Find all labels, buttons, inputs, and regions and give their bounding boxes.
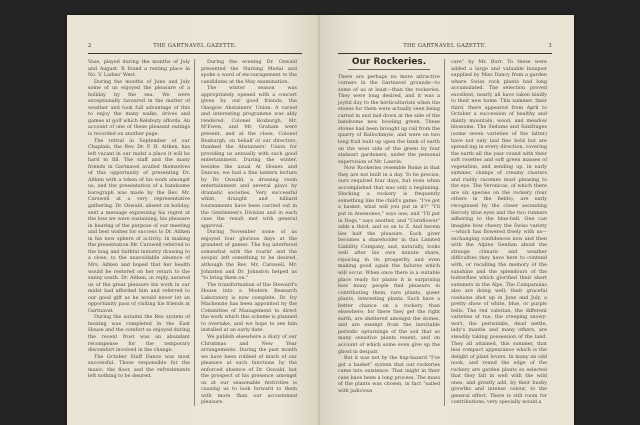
article-title: Our Rockeries. xyxy=(351,57,427,67)
running-title: THE GARTNAVEL GAZETTE. xyxy=(153,43,237,49)
right-page-header xyxy=(338,41,552,54)
paragraph: During the months of June and July some of us enjoyed the pleasure of a holiday by the sea. We were exceptionally favoured in the matter of weather and took full advantage of this to enjoy the many walks, drives and games at golf which Kelsbury affords. An account of one of these pleasant outings is recorded on another page. xyxy=(88,78,190,138)
paragraph: care" by Mr. Barr. To these were added a large and valuable bouquet supplied by Miss Dancy from a garden where Swiss rock plants had long accumulated. The selection proved excellent; nearly all have taken kindly to their new home. This summer, their third, there appeared from April to October a succession of healthy and dainty mountain, wood, and meadow blossoms. The Sedums and Saxifrages (some seven varieties of the latter) have not only laid fine hold but are spread-ing in every direction, covering the earth all the year round with their soft rosettes and soft green masses of vegetation, and sending up, in early summer, clumps of creamy clusters and ruddy racemes most pleasing to the eye. The Veronicas, of which there are six species on the rockery (four others in the fields), are early recognised by the closer ascending fiercely blue eyes and the two runners adhering to the blue-bell. One can imagine how cheery the Swiss variety—which has flowered freely with us—exchanging confidences now and then with the Alpine Gentian about the strange climatic and weather difficulties they have here to contend with, or recalling the memory of the sunshine and the splendours of the butterflies which glorified their short summers in the Alps. The Campanulas also are doing well; their graceful cushions shot up in June and July, a pretty show of white, blue, or purple bells. The red valerian, the different varieties of rue, the creeping snowy-wort, the periwinkle, dead nettle, lady's mantle and many others, are steadily taking possession of the land. They all attained, this summer, that less compact appearance which is the delight of plant lovers. In many an odd nook, and round the edge of the rockery are garden plants so selected that they fall in well with the wild ones, and greatly add, by their bushy growths and intense colour, to the general effect. There is still room for contributions; very specially would a xyxy=(451,59,547,406)
paragraph: We publish elsewhere a diary of our Christmas and New Year arrangements. During the past month we have been robbed of much of our pleasure at such functions by the enforced absence of Dr. Oswald, but the prospect of his presence amongst us at our seasonable festivities is causing us to look forward to them with more than our accustomed pleasure. xyxy=(201,333,297,406)
paragraph: During the autumn the Rex system of heating was completed in the East House and the comfort so enjoyed during the recent frost was an abundant recompense for the temporary discomfort involved in the change. xyxy=(88,314,190,354)
paragraph: During November some of us enjoyed four glorious days at the grandest of games. The fog interfered somewhat with the roarin' and the soopin' left something to be desired, although the Rev. Mr. Carswell, Mr. Johnston and Dr. Johnston helped us "to bring them on." xyxy=(201,229,297,282)
paragraph: The retiral in September of our Chaplain, the Rev. Dr. P. H. Aitken, has left vacant in our midst a place it will be hard to fill. The staff and the many friends in Gartnavel availed themselves of this opportunity of presenting Dr. Aitken with a token of his work amongst us, and the presentation of a handsome barograph was made by the Rev. Mr. Carswell at a very representative gathering. Dr. Oswald, absent on holiday, sent a message expressing his regret at the loss we were sustaining, his pleasure in hearing of the purpose of our meeting and best wishes for success to Dr. Aitken in his new sphere of activity. In making the presentation Mr. Carswell referred to the long and faithful ministry drawing to a close, to the unavoidable absence of Mrs. Aitken and hoped that her health would be restored on her return to the sunny south. Dr. Aitken, in reply, assured us of the great pleasure his work in our midst had afforded him and referred to our good gift as he would never let an opportunity pass of visiting his friends at Gartnavel. xyxy=(88,137,190,314)
paragraph: Now Rockeries resemble Rome in that they are not built in a day. To be precise, ours required four days, but even when accomplished that was only a beginning. Stocking a rockery is frequently something like the child's game: "I've got a basket, what will you put in it?" "I'll put in Anemones," says one; and "I'll put in Dogs," says another, and "Cornflower" adds a third, and so on to Z. And herein lies half the pleasure. Each giver becomes a shareholder in this Limited Liability Company, and, naturally, looks well after his own minute share, rejoicing in its prosperity and even making good again the failures which will occur. When once there is a suitable place ready for plants it is surprising how many people find pleasure in contributing them, rare plants, queer plants, interesting plants. Such have a better chance on a rockery than elsewhere; for there they get the right earth, are sheltered amongst the stones, and are exempt from the inevitable periodic upturnings of the soil that so many sensitive plants resent, and on account of which some even give up the ghost in despair. xyxy=(338,165,440,355)
left-column-1 xyxy=(88,59,190,380)
running-title: THE GARTNAVEL GAZETTE. xyxy=(403,43,487,49)
paragraph: During the evening Dr. Oswald presented the Nursing Medal and spoke a word of encouragement to the candidates at the May examination. xyxy=(201,59,297,85)
page-number: 2 xyxy=(88,43,92,49)
left-page-header xyxy=(88,41,302,54)
right-column-1 xyxy=(338,59,440,394)
paragraph: Vase, played during the months of July and August. It found a resting place in No. V. Ladies' West. xyxy=(88,59,190,79)
right-page xyxy=(320,15,574,425)
title-rule xyxy=(348,69,430,70)
paragraph: The October Staff Dance was most successful. Those responsible for the music, the floor, and the refreshments left nothing to be desired. xyxy=(88,353,190,380)
page-number: 3 xyxy=(548,43,552,49)
paragraph: The transformation of the Steward's House into a Modern Research Laboratory is now complete. Dr. Ivy Mackenzie has been appointed by the Committee of Management to direct the work which this scheme is planned to overtake, and we hope to see him installed at an early date. xyxy=(201,281,297,334)
right-column-2 xyxy=(444,59,547,406)
left-column-2 xyxy=(194,59,297,406)
magazine-spread xyxy=(67,15,574,425)
left-page xyxy=(67,15,320,425)
paragraph: The winter season was appropriately opened with a concert given by our good friends, the Glasgow Abstainers' Union. A varied and interesting programme was ably rendered. Colonel Roxburgh, Mr. M'Ewen, and Mr. Graham were present, and at the close, Colonel Roxburgh, on behalf of our directors, thanked the Abstainers' Union for providing us annually with such good entertainment. During the winter, besides the usual At Homes and Dances, we had a fine lantern lecture by Dr. Oswald, a drawing room entertainment and several plays by dramatic societies. Very successful whist, draught and billiard tournaments have been carried out in the Gentlemen's Division and in each case the result met with general approval. xyxy=(201,85,297,229)
paragraph: But it was not by the hap-hazard "I've got a basket" system that our rockeries came into existence. That might in their case have been a long process. The mass of the plants was chosen, in fact "sailed with judicious xyxy=(338,355,440,394)
paragraph: There are perhaps no more attractive corners in the Gartnavel grounds—to some of us at least—than the rockeries. They were long desired, and it was a joyful day to the horticulturists when the stones for them were actually seen being carted in and laid down at the side of the handsome new bowling green. These stones had been brought up rail from the quarry of Ballochmyle, and were on two long frail built up upon the bank of earth on the west side of the green by four stalwart gardeners, under the personal supervision of Mr. Lawrie. xyxy=(338,73,440,165)
